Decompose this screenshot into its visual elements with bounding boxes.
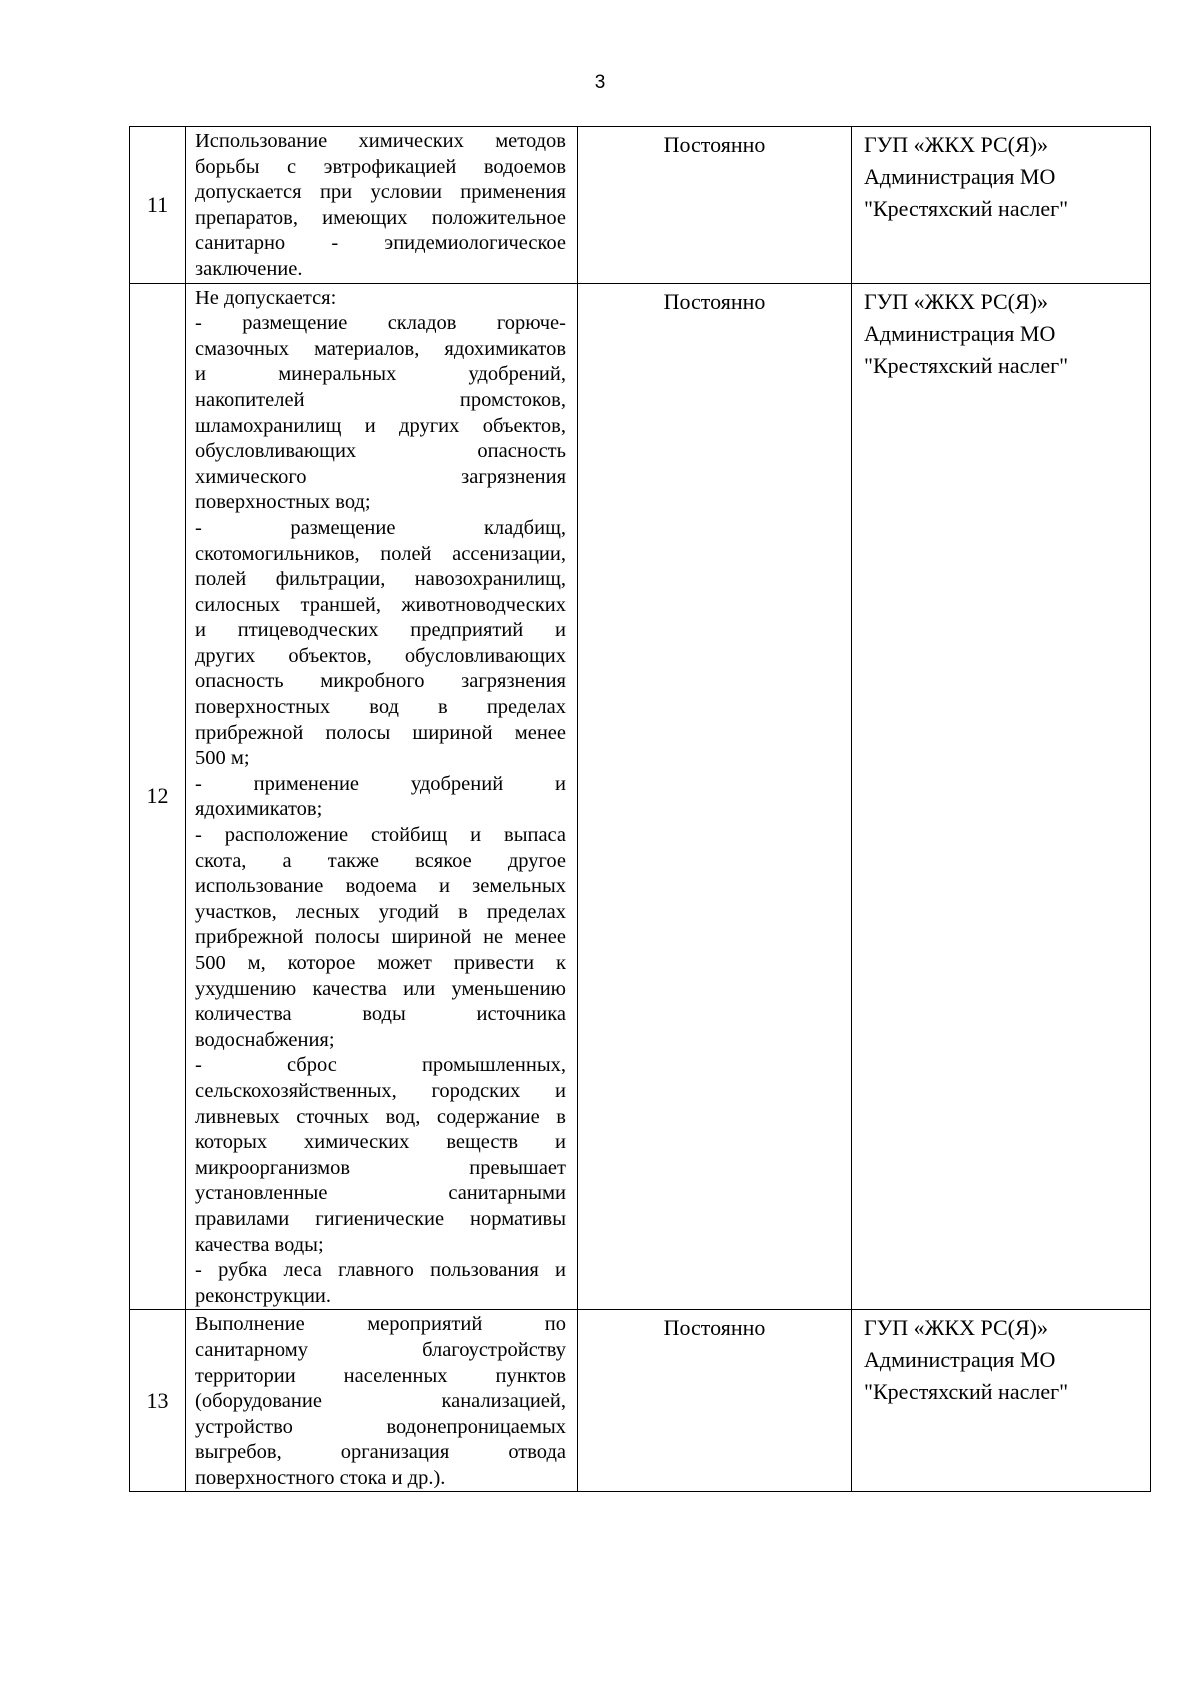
responsible-cell [852,283,1151,1310]
measure-text-line: водоснабжения; [195,1028,335,1051]
measure-text-line: (оборудование канализацией, [195,1390,566,1413]
responsible-line: Администрация МО [864,164,1056,189]
measure-text-line: качества воды; [195,1233,324,1256]
measure-text-line: правилами гигиенические нормативы [195,1207,566,1230]
measure-text-line: установленные санитарными [195,1182,566,1205]
measure-text-line: скотомогильников, полей ассенизации, [195,542,566,565]
measure-text-line: Использование химических методов [195,130,566,152]
responsible-line: ГУП «ЖКХ РС(Я)» [864,132,1048,157]
table-row [130,1310,1151,1492]
responsible-line: "Крестяхский наслег" [864,196,1069,221]
responsible-cell [852,1310,1151,1492]
measure-text-line: химического загрязнения [195,465,566,488]
measure-text-line: устройство водонепроницаемых [195,1415,566,1438]
measure-text-line: полей фильтрации, навозохранилищ, [195,568,566,591]
measure-text-line: сельскохозяйственных, городских и [195,1079,566,1102]
measure-text-line: борьбы с эвтрофикацией водоемов [195,155,566,178]
measure-text-line: - размещение кладбищ, [195,516,566,539]
measure-text-line: поверхностных вод в пределах [195,696,566,719]
measures-table [129,126,1151,1492]
measure-text-line: опасность микробного загрязнения [195,670,566,693]
measure-text-line: препаратов, имеющих положительное [195,206,566,229]
responsible-line: "Крестяхский наслег" [864,352,1069,378]
measure-text-line: обусловливающих опасность [195,440,566,463]
measure-text-line: поверхностного стока и др.). [195,1466,446,1489]
measure-text-line: количества воды источника [195,1003,566,1026]
measure-text-line: санитарному благоустройству [195,1338,566,1361]
measure-text-line: смазочных материалов, ядохимикатов [195,337,566,360]
row-number: 12 [130,283,186,1310]
measure-text-cell [186,1310,578,1492]
measure-text-line: которых химических веществ и [195,1131,566,1154]
measure-text-line: Не допускается: [195,286,337,309]
measure-text-line: - рубка леса главного пользования и [195,1259,566,1282]
responsible-cell [852,127,1151,284]
table-row [130,283,1151,1310]
responsible-line: ГУП «ЖКХ РС(Я)» [864,288,1048,314]
page-number: 3 [594,72,606,93]
measure-text-line: участков, лесных угодий в пределах [195,900,566,923]
measure-text-line: и птицеводческих предприятий и [195,619,566,642]
responsible-line: "Крестяхский наслег" [864,1379,1069,1405]
measure-text-line: реконструкции. [195,1284,332,1307]
measure-text-line: ливневых сточных вод, содержание в [195,1105,566,1128]
measure-text-line: 500 м; [195,747,250,770]
measure-text-line: территории населенных пунктов [195,1364,566,1387]
measure-text-line: - размещение складов горюче- [195,312,566,335]
responsible-line: Администрация МО [864,1347,1056,1373]
measure-text-line: использование водоема и земельных [195,875,566,898]
measure-text-line: ухудшению качества или уменьшению [195,977,566,1000]
responsible-line: ГУП «ЖКХ РС(Я)» [864,1315,1048,1341]
measure-text-cell [186,127,578,284]
table-row [130,127,1151,284]
term-cell: Постоянно [578,127,852,284]
measure-text-line: шламохранилищ и других объектов, [195,414,566,437]
measure-text-line: Выполнение мероприятий по [195,1313,566,1336]
measure-text-line: - применение удобрений и [195,772,566,795]
row-number: 13 [130,1310,186,1492]
measure-text-line: других объектов, обусловливающих [195,644,566,667]
measure-text-line: заключение. [195,257,303,280]
term-cell: Постоянно [578,1310,852,1492]
measure-text-line: скота, а также всякое другое [195,849,566,872]
measure-text-line: микроорганизмов превышает [195,1156,566,1179]
table-body [130,127,1151,1492]
term-cell: Постоянно [578,283,852,1310]
measure-text-line: и минеральных удобрений, [195,363,566,386]
measure-text-line: допускается при условии применения [195,181,566,204]
measure-text-line: поверхностных вод; [195,491,371,514]
responsible-line: Администрация МО [864,320,1056,346]
measure-text-line: 500 м, которое может привести к [195,952,566,974]
row-number: 11 [130,127,186,284]
measure-text-cell [186,283,578,1310]
measure-text-line: - расположение стойбищ и выпаса [195,824,566,847]
measure-text-line: - сброс промышленных, [195,1054,566,1077]
measure-text-line: прибрежной полосы шириной не менее [195,926,566,949]
measure-text-line: ядохимикатов; [195,798,323,821]
measure-text-line: санитарно - эпидемиологическое [195,232,566,255]
measure-text-line: накопителей промстоков, [195,388,566,411]
measure-text-line: прибрежной полосы шириной менее [195,721,566,744]
measure-text-line: силосных траншей, животноводческих [195,593,566,616]
measure-text-line: выгребов, организация отвода [195,1441,566,1464]
